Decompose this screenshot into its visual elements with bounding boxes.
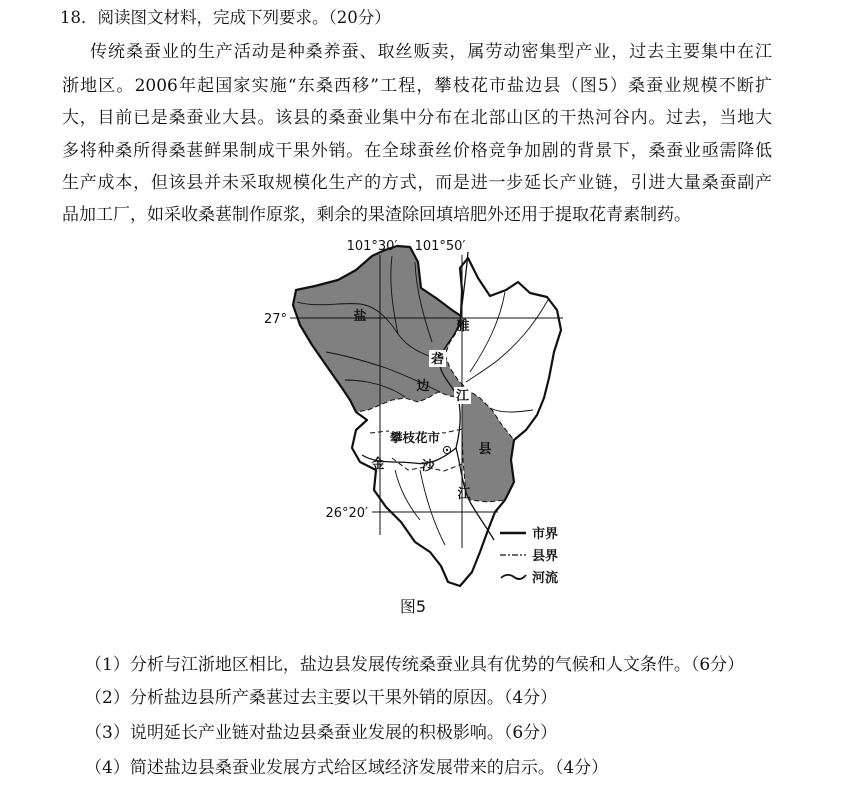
legend-county-boundary-label: 县界: [532, 549, 559, 564]
river-label-jin: 金: [371, 457, 385, 472]
sub-question-4: （4）简述盐边县桑蚕业发展方式给区域经济发展带来的启示。（4分）: [85, 758, 609, 778]
legend-city-boundary-label: 市界: [532, 527, 559, 542]
figure-5-map: [250, 235, 590, 595]
sub-question-3: （3）说明延长产业链对盐边县桑蚕业发展的积极影响。（6分）: [85, 723, 558, 743]
river-label-sha: 沙: [421, 459, 435, 474]
material-line-6: 品加工厂，如采收桑葚制作原浆，剩余的果渣除回填培肥外还用于提取花青素制药。: [62, 205, 691, 225]
longitude-label-101-30: 101°30′: [346, 239, 398, 254]
question-heading: 18．阅读图文材料，完成下列要求。（20分）: [60, 8, 391, 27]
map-legend: [500, 526, 558, 586]
latitude-label-26-20: 26°20′: [325, 506, 368, 521]
sub-question-1: （1）分析与江浙地区相比，盐边县发展传统桑蚕业具有优势的气候和人文条件。（6分）: [85, 655, 745, 675]
longitude-label-101-50: 101°50′: [414, 239, 466, 254]
river-label-long: 砻: [430, 352, 445, 367]
city-label: 攀枝花市: [389, 430, 441, 445]
material-line-5: 生产成本，但该县并未采取规模化生产的方式，而是进一步延长产业链，引进大量桑蚕副产: [62, 173, 772, 193]
material-line-4: 多将种桑所得桑葚鲜果制成干果外销。在全球蚕丝价格竞争加剧的背景下，桑蚕业亟需降低: [62, 141, 772, 161]
river-label-ya: 雅: [456, 319, 470, 334]
sub-question-2: （2）分析盐边县所产桑葚过去主要以干果外销的原因。（4分）: [85, 688, 558, 708]
material-line-2: 浙地区。2006年起国家实施“东桑西移”工程，攀枝花市盐边县（图5）桑蚕业规模不断扩: [62, 76, 772, 96]
city-seat-dot: [446, 449, 448, 451]
river-label-jiang-yalong: 江: [455, 389, 470, 404]
county-label-xian: 县: [478, 442, 492, 457]
river-label-jiang-jinsha: 江: [457, 487, 471, 502]
legend-river-label: 河流: [532, 571, 559, 586]
material-line-1: 传统桑蚕业的生产活动是种桑养蚕、取丝贩卖，属劳动密集型产业，过去主要集中在江: [90, 42, 772, 62]
county-label-yan: 盐: [353, 309, 367, 324]
material-line-3: 大，目前已是桑蚕业大县。该县的桑蚕业集中分布在北部山区的干热河谷内。过去，当地大: [62, 108, 772, 128]
latitude-label-27: 27°: [263, 312, 287, 327]
legend-river-symbol: [501, 575, 526, 579]
figure-caption: 图5: [399, 597, 427, 616]
county-label-bian: 边: [416, 379, 430, 394]
